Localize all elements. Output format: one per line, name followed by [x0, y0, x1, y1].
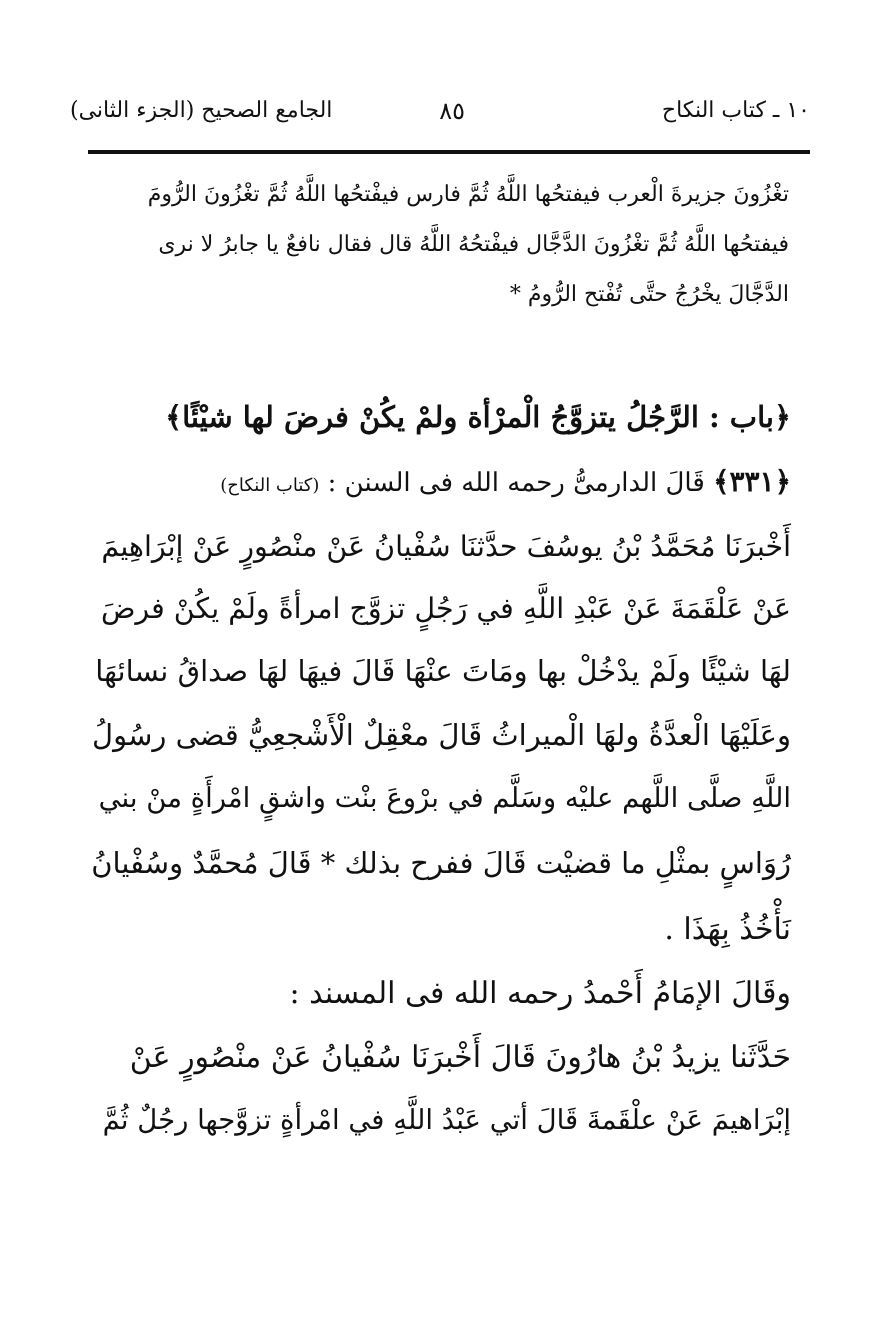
chapter-title: ﴿باب : الرَّجُلُ يتزوَّجُ الْمرْأة ولمْ يكُنْ فرضَ لها شيْئًا﴾	[165, 400, 791, 434]
body-line: لهَا شيْئًا ولَمْ يدْخُلْ بها ومَاتَ عنْهَا قَالَ فيهَا لهَا صداقُ نسائهَا	[95, 654, 791, 688]
intro-line: فيفتحُها اللَّهُ ثُمَّ تغْزُونَ الدَّجَّال فيفْتحُهُ اللَّهُ قال فقال نافعٌ يا جابرُ لا نرى	[158, 232, 789, 257]
hadith-heading	[220, 465, 791, 498]
intro-line: الدَّجَّالَ يخْرُجُ حتَّى تُفْتح الرُّومُ *	[509, 282, 789, 307]
body-line: إبْرَاهيمَ عَنْ علْقَمةَ قَالَ أتي عَبْدُ اللَّهِ في امْرأةٍ تزوَّجها رجُلٌ ثُمَّ	[102, 1104, 791, 1136]
hadith-number: ﴿٣٣١﴾	[713, 465, 791, 498]
page-header	[70, 88, 810, 136]
header-rule	[88, 150, 810, 154]
intro-line: تغْزُونَ جزيرةَ الْعرب فيفتحُها اللَّهُ ثُمَّ فارس فيفْتحُها اللَّهُ ثُمَّ تغْزُونَ الرُّومَ	[147, 182, 789, 207]
body-line: عَنْ عَلْقَمَةَ عَنْ عَبْدِ اللَّهِ في رَجُلٍ تزوَّج امرأةً ولَمْ يكُنْ فرضَ	[100, 592, 791, 625]
body-line: وعَلَيْهَا الْعدَّةُ ولهَا الْميراثُ قَالَ معْقِلٌ الْأَشْجعِيُّ قضى رسُولُ	[92, 718, 791, 752]
body-line: نَأْخُذُ بِهَذَا .	[664, 912, 791, 947]
hadith-source: (كتاب النكاح)	[220, 475, 320, 496]
book-title: الجامع الصحيح (الجزء الثانى)	[70, 98, 333, 123]
chapter-heading: ١٠ ـ كتاب النكاح	[661, 98, 810, 123]
body-line: اللَّهِ صلَّى اللَّهم عليْه وسَلَّم في برْوعَ بنْت واشقٍ امْرأَةٍ منْ بني	[98, 782, 791, 814]
page-number: ٨٥	[439, 97, 465, 125]
body-line: أَخْبرَنَا مُحَمَّدُ بْنُ يوسُفَ حدَّثنَا سُفْيانُ عَنْ منْصُورٍ عَنْ إبْرَاهِيمَ	[101, 530, 791, 563]
hadith-intro: قَالَ الدارمىُّ رحمه الله فى السنن :	[327, 468, 705, 498]
body-line: وقَالَ الإمَامُ أَحْمدُ رحمه الله فى المسند :	[289, 976, 791, 1011]
body-line: حَدَّثَنا يزيدُ بْنُ هارُونَ قَالَ أَخْبرَنَا سُفْيانُ عَنْ منْصُورٍ عَنْ	[129, 1040, 791, 1075]
body-line: رُوَاسٍ بمثْلِ ما قضيْت قَالَ ففرح بذلك * قَالَ مُحمَّدٌ وسُفْيانُ	[91, 846, 791, 880]
